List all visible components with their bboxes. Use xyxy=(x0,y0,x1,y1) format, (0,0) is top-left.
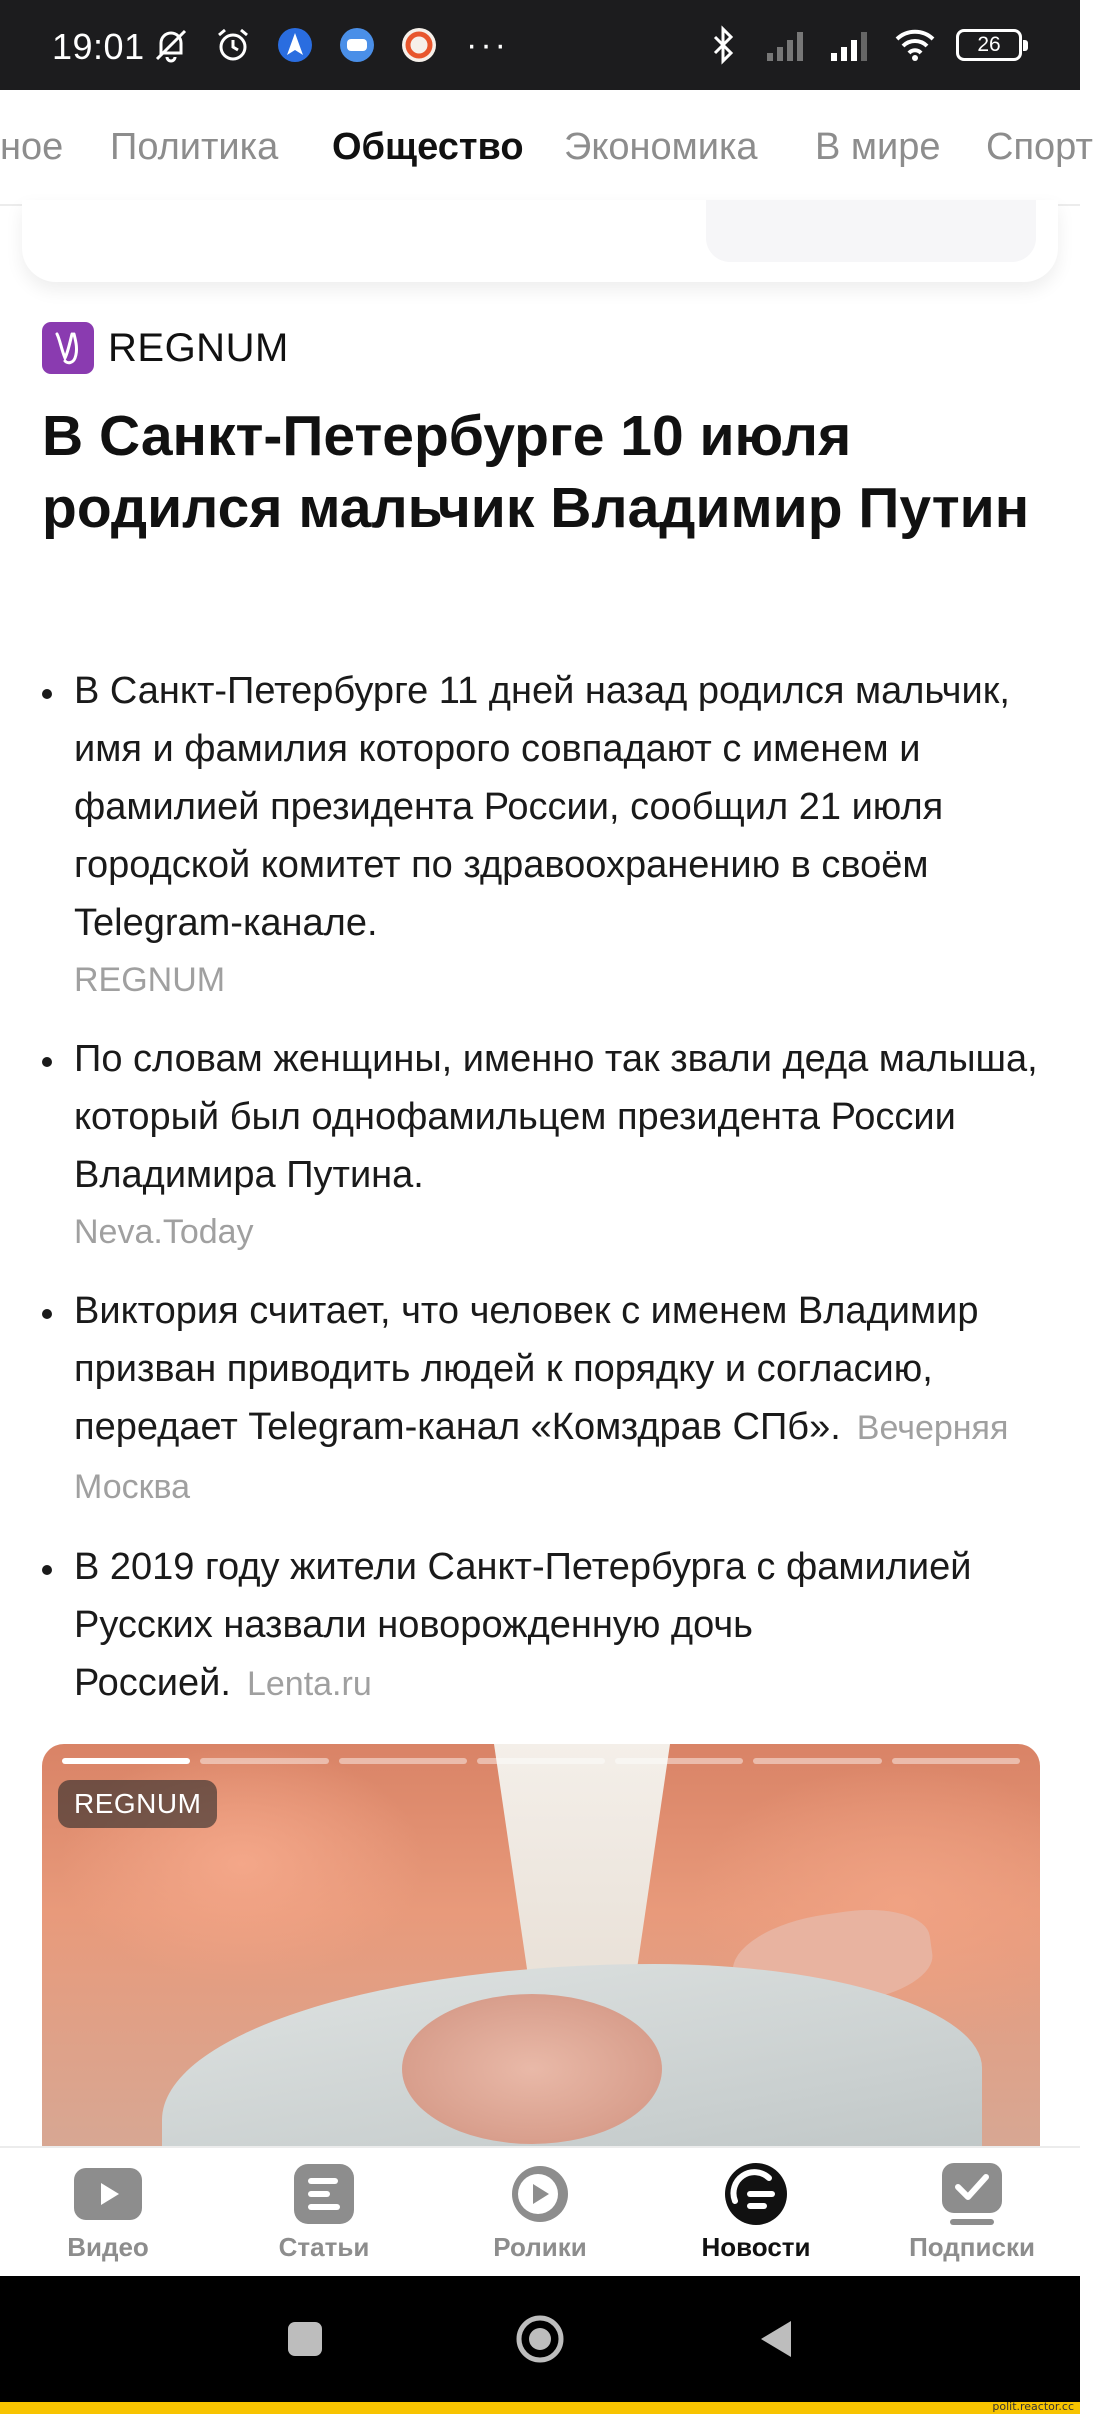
summary-item[interactable] xyxy=(42,1030,1042,1260)
story-progress-segment xyxy=(339,1758,467,1764)
source-name: REGNUM xyxy=(108,325,289,370)
battery-icon: 26 xyxy=(956,29,1022,61)
tab-world[interactable]: В мире xyxy=(815,126,941,168)
nav-subscriptions[interactable] xyxy=(872,2162,1072,2263)
summary-text: В 2019 году жители Санкт-Петербурга с фамилией Русских назвали новорожденную дочь Россией. xyxy=(74,1546,972,1704)
nav-label: Новости xyxy=(701,2232,811,2262)
signal-icon xyxy=(764,22,810,68)
summary-text: Виктория считает, что человек с именем Владимир призван приводить людей к порядку и согласию, передает Telegram-канал «Комздрав СПб». xyxy=(74,1290,979,1448)
nav-articles[interactable] xyxy=(224,2162,424,2263)
summary-source[interactable]: Neva.Today xyxy=(74,1213,254,1251)
nav-news[interactable] xyxy=(656,2162,856,2263)
summary-text: В Санкт-Петербурге 11 дней назад родился мальчик, имя и фамилия которого совпадают с именем и фамилией президента России, сообщил 21 июля городской комитет по здравоохранению в своём Telegram-канале. xyxy=(74,670,1010,944)
nav-label: Статьи xyxy=(278,2232,370,2262)
clips-icon xyxy=(504,2162,576,2226)
story-progress-segment xyxy=(62,1758,190,1764)
photo-baby xyxy=(402,1994,662,2144)
summary-source[interactable]: Lenta.ru xyxy=(246,1665,372,1703)
watermark-text: polit.reactor.cc xyxy=(992,2400,1074,2413)
story-progress-segment xyxy=(753,1758,881,1764)
chat-app-icon xyxy=(334,22,380,68)
previous-card-inner xyxy=(706,200,1036,262)
article-source[interactable] xyxy=(42,322,289,374)
tab-sport[interactable]: Спорт xyxy=(986,126,1093,168)
recent-apps-button[interactable] xyxy=(280,2314,330,2364)
photo-source-badge: REGNUM xyxy=(58,1780,217,1828)
system-navigation-bar xyxy=(0,2276,1080,2402)
nav-clips[interactable] xyxy=(440,2162,640,2263)
nav-label: Подписки xyxy=(909,2232,1035,2262)
watermark-bar xyxy=(0,2402,1080,2414)
tab-economy[interactable]: Экономика xyxy=(564,126,758,168)
more-notifications-icon: ··· xyxy=(466,26,509,64)
regnum-logo-icon xyxy=(42,322,94,374)
summary-item[interactable] xyxy=(42,1282,1042,1516)
nav-label: Ролики xyxy=(493,2232,587,2262)
back-button[interactable] xyxy=(750,2314,800,2364)
articles-icon xyxy=(288,2162,360,2226)
previous-card[interactable] xyxy=(22,200,1058,282)
record-app-icon xyxy=(396,22,442,68)
story-progress-segment xyxy=(200,1758,328,1764)
article-headline[interactable]: В Санкт-Петербурге 10 июля родился мальчик Владимир Путин xyxy=(42,404,1030,540)
category-tabs xyxy=(0,90,1093,206)
video-icon xyxy=(72,2162,144,2226)
status-time: 19:01 xyxy=(52,26,145,67)
silent-bell-icon xyxy=(148,22,194,68)
summary-text: По словам женщины, именно так звали деда малыша, который был однофамильцем президента России Владимира Путина. xyxy=(74,1038,1038,1196)
home-button[interactable] xyxy=(515,2314,565,2364)
nav-label: Видео xyxy=(67,2232,149,2262)
article-photo[interactable] xyxy=(42,1744,1040,2164)
bluetooth-icon xyxy=(700,22,746,68)
tab-society[interactable]: Общество xyxy=(332,126,524,168)
tab-previous[interactable]: ное xyxy=(0,126,64,168)
story-progress-segment xyxy=(892,1758,1020,1764)
news-icon xyxy=(720,2162,792,2226)
status-left-icons xyxy=(148,22,509,68)
summary-source[interactable]: Вечерняя Москва xyxy=(74,1409,1009,1506)
story-progress-segment xyxy=(615,1758,743,1764)
bottom-navigation xyxy=(0,2146,1080,2276)
status-bar xyxy=(0,0,1080,90)
wifi-icon xyxy=(892,22,938,68)
summary-item[interactable] xyxy=(42,662,1042,1008)
nav-video[interactable] xyxy=(8,2162,208,2263)
summary-item[interactable] xyxy=(42,1538,1042,1713)
summary-list xyxy=(42,662,1042,1735)
navigation-app-icon xyxy=(272,22,318,68)
story-progress-segment xyxy=(477,1758,605,1764)
subscriptions-icon xyxy=(936,2162,1008,2226)
summary-source[interactable]: REGNUM xyxy=(74,961,226,999)
story-progress xyxy=(62,1758,1020,1764)
tab-politics[interactable]: Политика xyxy=(110,126,279,168)
status-right-icons xyxy=(700,22,1022,68)
signal-icon xyxy=(828,22,874,68)
alarm-icon xyxy=(210,22,256,68)
